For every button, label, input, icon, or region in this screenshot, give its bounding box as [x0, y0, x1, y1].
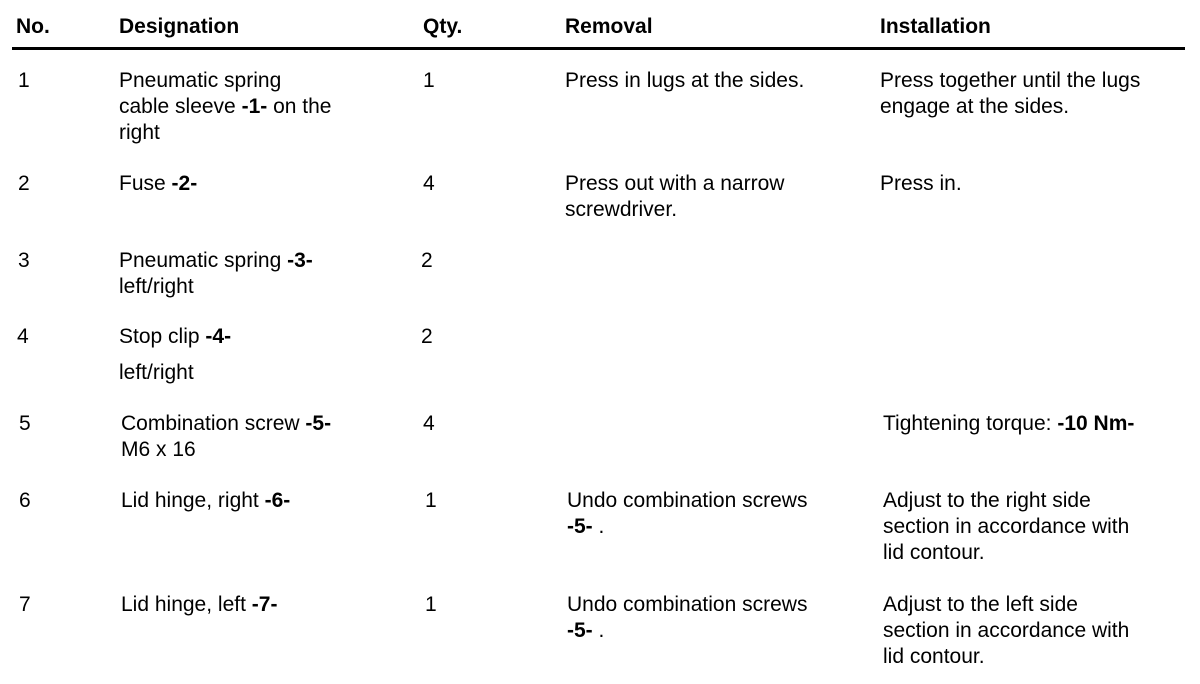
row-designation: Lid hinge, left -7-: [121, 593, 278, 616]
row-no: 6: [19, 489, 31, 512]
row-qty: 4: [423, 172, 435, 195]
row-no: 3: [18, 249, 30, 272]
row-no: 1: [18, 69, 30, 92]
row-qty: 4: [423, 412, 435, 435]
row-designation: Fuse -2-: [119, 172, 198, 195]
row-qty: 1: [425, 593, 437, 616]
header-designation: Designation: [119, 15, 240, 38]
row-installation: Adjust to the right side section in accordance with lid contour.: [883, 489, 1130, 564]
row-qty: 2: [421, 249, 433, 272]
header-removal: Removal: [565, 15, 653, 38]
row-installation: Adjust to the left side section in accordance with lid contour.: [883, 593, 1130, 668]
row-no: 5: [19, 412, 31, 435]
row-designation: Pneumatic spring -3- left/right: [119, 249, 313, 298]
row-no: 2: [18, 172, 30, 195]
row-designation: Stop clip -4- left/right: [119, 325, 232, 384]
row-no: 7: [19, 593, 31, 616]
row-qty: 1: [425, 489, 437, 512]
header-installation: Installation: [880, 15, 991, 38]
row-installation: Press in.: [880, 172, 962, 195]
header-divider: [12, 47, 1185, 50]
row-removal: Undo combination screws -5- .: [567, 593, 808, 642]
row-removal: Undo combination screws -5- .: [567, 489, 808, 538]
row-no: 4: [17, 325, 29, 348]
row-designation: Lid hinge, right -6-: [121, 489, 291, 512]
header-qty: Qty.: [423, 15, 463, 38]
row-removal: Press out with a narrow screwdriver.: [565, 172, 785, 221]
row-qty: 1: [423, 69, 435, 92]
row-designation: Pneumatic spring cable sleeve -1- on the right: [119, 69, 332, 144]
row-qty: 2: [421, 325, 433, 348]
row-installation: Tightening torque: -10 Nm-: [883, 412, 1135, 435]
row-designation: Combination screw -5- M6 x 16: [121, 412, 332, 461]
header-no: No.: [16, 15, 50, 38]
row-removal: Press in lugs at the sides.: [565, 69, 805, 92]
row-installation: Press together until the lugs engage at the sides.: [880, 69, 1141, 118]
